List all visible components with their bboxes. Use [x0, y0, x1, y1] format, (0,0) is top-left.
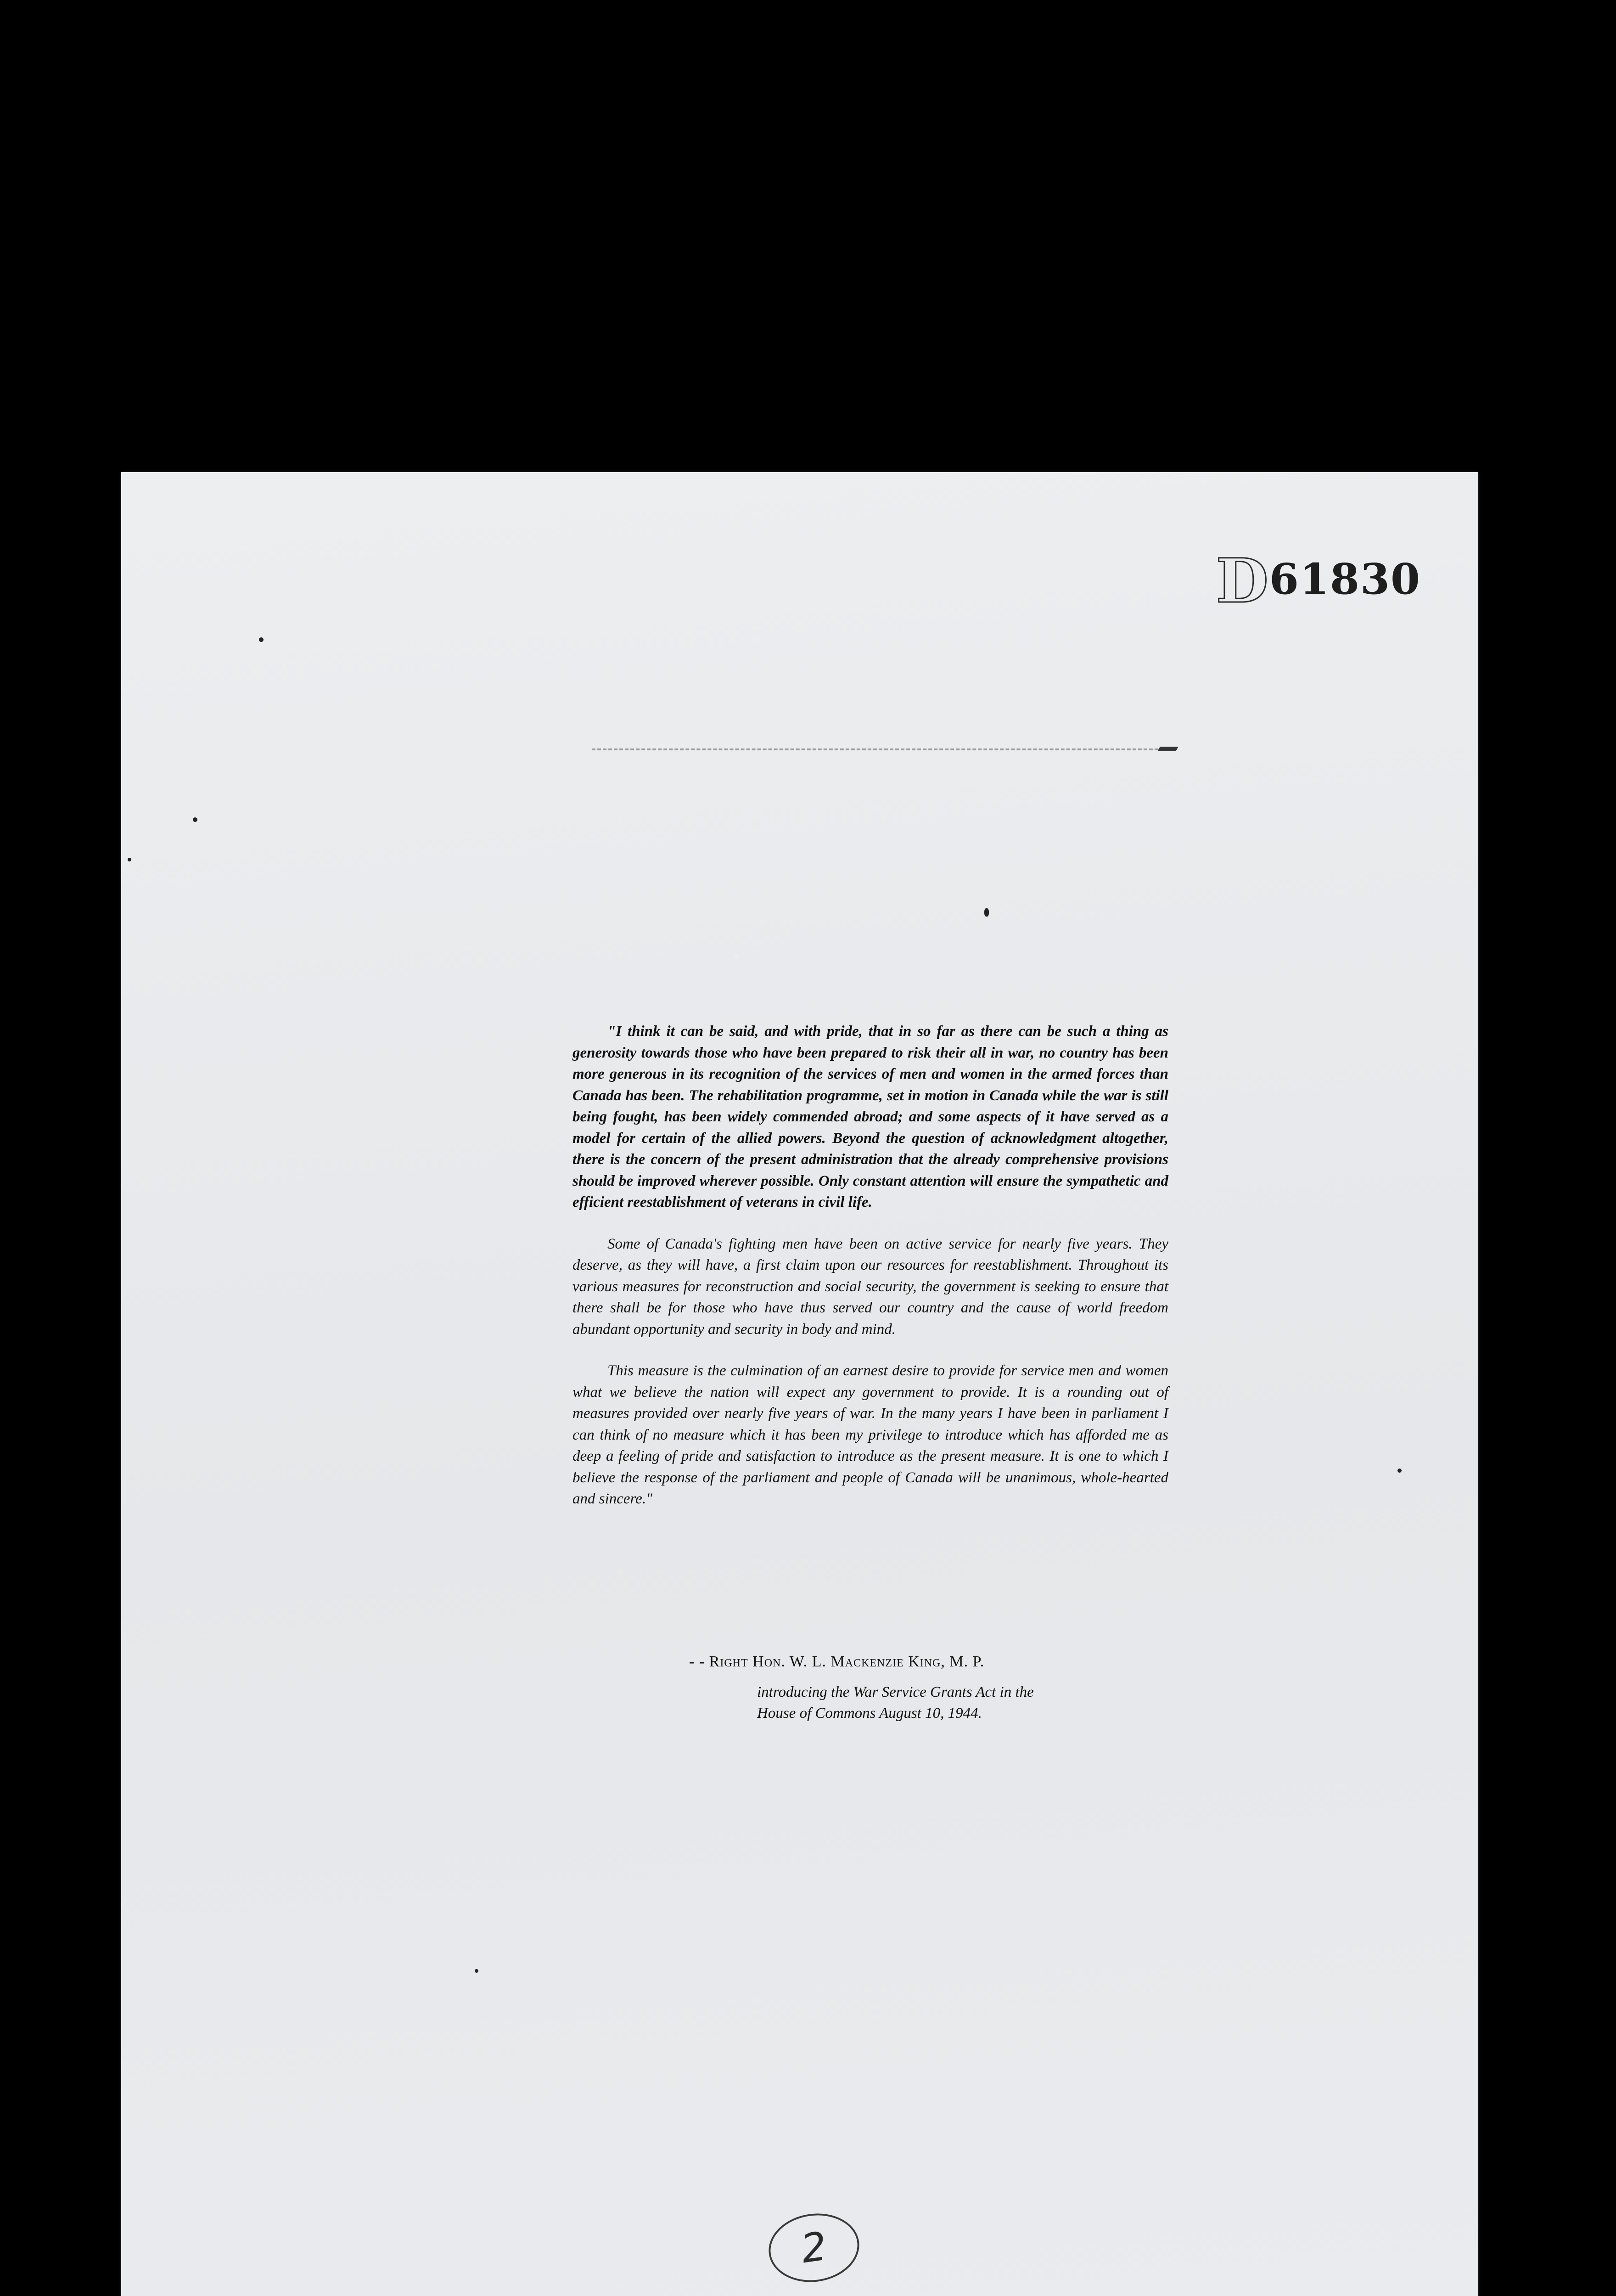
divider-end-mark: [1157, 747, 1178, 751]
stamp-number: 61830: [1269, 554, 1421, 604]
scan-speck: [128, 858, 131, 861]
quote-paragraph-3: This measure is the culmination of an earnest desire to provide for service men and women what we believe the nation will expect any government to provide. It is a rounding out of measures provided over nearly five years of war. In the many years I have been in parliament I can think of no measure which it has been my privilege to introduce which has afforded me as deep a feeling of pride and satisfaction to introduce as the present measure. It is one to which I believe the response of the parliament and people of Canada will be unanimous, whole-hearted and sincere.": [572, 1362, 1168, 1507]
context-line-1: introducing the War Service Grants Act in the: [757, 1684, 1034, 1700]
attribution-dash: - -: [689, 1653, 709, 1670]
scan-speck: [475, 1969, 478, 1973]
attribution-context: [757, 1682, 1170, 1724]
quote-paragraph-2: Some of Canada's fighting men have been on active service for nearly five years. They deserve, as they will have, a first claim upon our resources for reestablishment. Throughout its various measures for reconstruction and social security, the government is seeking to ensure that there shall be for those who have thus served our country and the cause of world freedom abundant opportunity and security in body and mind.: [572, 1235, 1168, 1338]
page-number-text: 2: [798, 2223, 830, 2273]
scan-speck: [735, 955, 738, 959]
scan-speck: [984, 908, 989, 917]
scan-speck: [1397, 1469, 1402, 1473]
archive-stamp: [1216, 546, 1421, 617]
attribution-name: Right Hon. W. L. Mackenzie King, M. P.: [709, 1653, 985, 1670]
document-page: [121, 472, 1478, 2296]
context-line-2: House of Commons August 10, 1944.: [757, 1705, 982, 1722]
quote-attribution: [689, 1653, 984, 1671]
scan-speck: [259, 637, 264, 642]
dashed-divider: [592, 748, 1175, 750]
handwritten-page-number: [764, 2208, 864, 2288]
quote-paragraph-1: "I think it can be said, and with pride, that in so far as there can be such a thing as generosity towards those who have been prepared to risk their all in war, no country has been more generous in its recognition of the services of men and women in the armed forces than Canada has been. The rehabilitation programme, set in motion in Canada while the war is still being fought, has been widely commended abroad; and some aspects of it have served as a model for certain of the allied powers. Beyond the question of acknowledgment altogether, there is the concern of the present administration that the already comprehensive provisions should be improved wherever possible. Only constant attention will ensure the sympathetic and efficient reestablishment of veterans in civil life.: [572, 1023, 1168, 1210]
scan-speck: [193, 817, 197, 822]
stamp-prefix: D: [1216, 546, 1267, 617]
quote-body: [572, 1021, 1168, 1530]
